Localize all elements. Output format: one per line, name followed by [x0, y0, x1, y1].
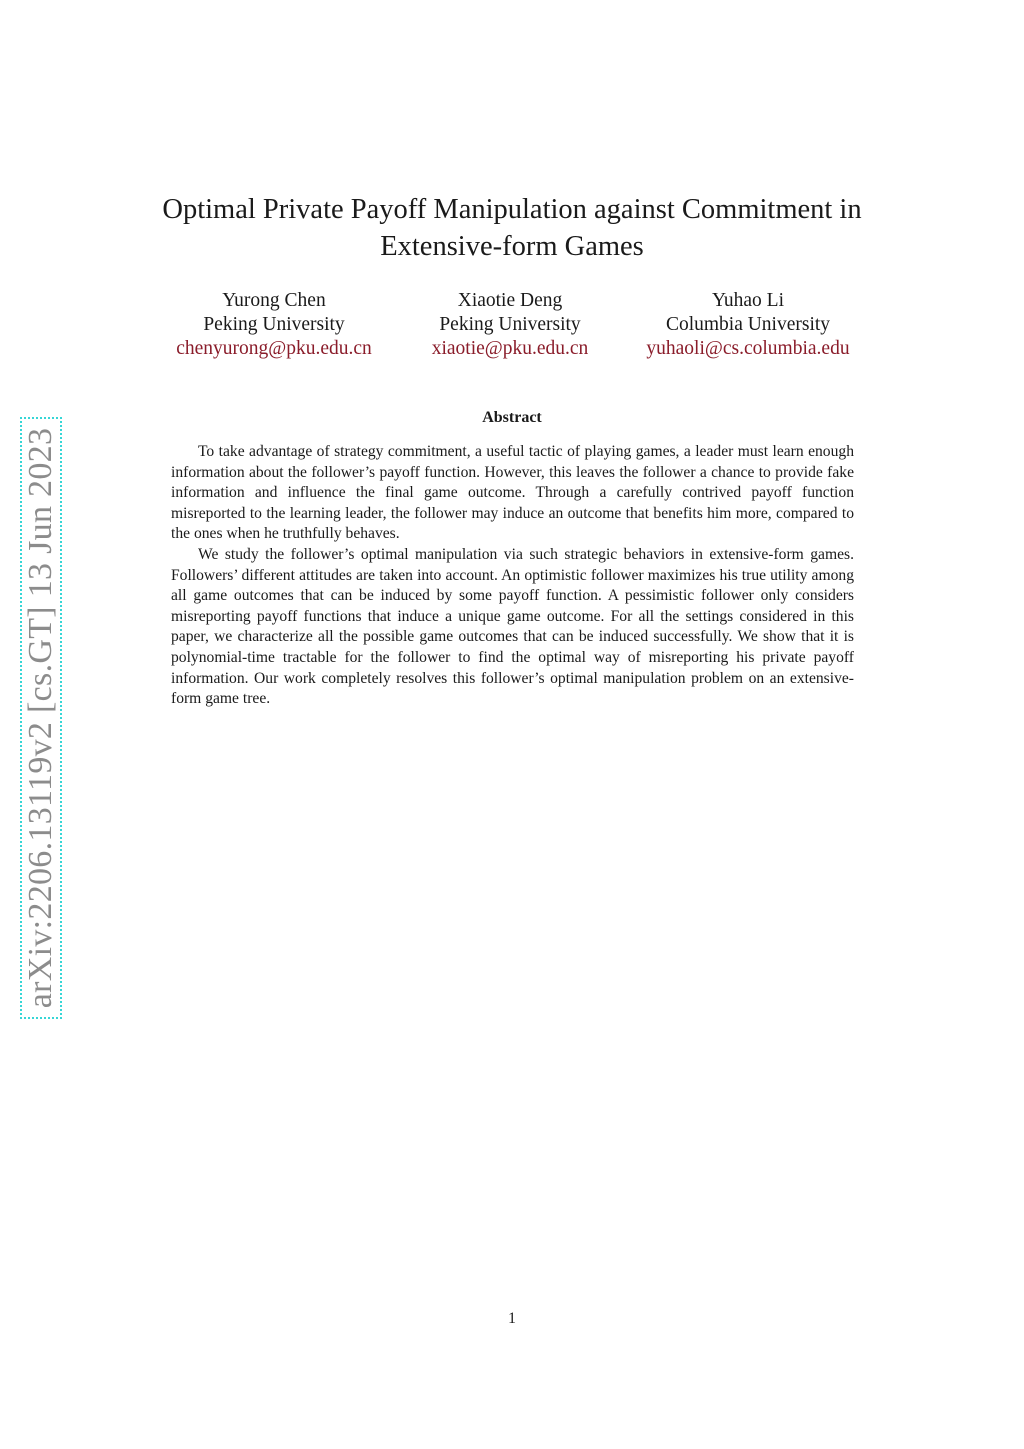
- abstract-heading: Abstract: [482, 409, 542, 426]
- author-1: [168, 289, 380, 361]
- paper-title: [100, 191, 924, 265]
- author-name: Xiaotie Deng: [457, 290, 563, 311]
- author-2: [410, 289, 610, 361]
- arxiv-identifier-text: arXiv:2206.13119v2 [cs.GT] 13 Jun 2023: [22, 427, 59, 1009]
- author-affiliation: Columbia University: [665, 314, 831, 335]
- abstract-body: [171, 442, 854, 710]
- author-affiliation: Peking University: [439, 314, 581, 335]
- arxiv-identifier-stamp[interactable]: [20, 417, 62, 1019]
- author-name: Yurong Chen: [222, 290, 326, 311]
- paper-title-line-1: Optimal Private Payoff Manipulation against Commitment in: [162, 194, 862, 225]
- author-email-link[interactable]: xiaotie@pku.edu.cn: [431, 338, 589, 359]
- abstract-paragraph-2: We study the follower’s optimal manipulation via such strategic behaviors in extensive-form games. Followers’ different attitudes are taken into account. An optimistic follower maximizes his true utility among all game outcomes that can be induced by some payoff function. A pessimistic follower only considers misreporting payoff functions that induce a unique game outcome. For all the settings considered in this paper, we characterize all the possible game outcomes that can be induced successfully. We show that it is polynomial-time tractable for the follower to find the optimal way of misreporting his private payoff information. Our work completely resolves this follower’s optimal manipulation problem on an extensive-form game tree.: [171, 545, 854, 708]
- paper-title-line-2: Extensive-form Games: [380, 231, 644, 262]
- author-email-link[interactable]: yuhaoli@cs.columbia.edu: [646, 338, 850, 359]
- author-affiliation: Peking University: [203, 314, 345, 335]
- abstract-paragraph-1: To take advantage of strategy commitment, a useful tactic of playing games, a leader must learn enough information about the follower’s payoff function. However, this leaves the follower a chance to provide fake information and influence the final game outcome. Through a carefully contrived payoff function misreported to the learning leader, the follower may induce an outcome that benefits him more, compared to the ones when he truthfully behaves.: [171, 443, 854, 543]
- author-block: [0, 289, 1024, 369]
- author-email-link[interactable]: chenyurong@pku.edu.cn: [176, 338, 372, 359]
- author-name: Yuhao Li: [711, 290, 785, 311]
- page-number: 1: [508, 1310, 516, 1327]
- author-3: [636, 289, 860, 361]
